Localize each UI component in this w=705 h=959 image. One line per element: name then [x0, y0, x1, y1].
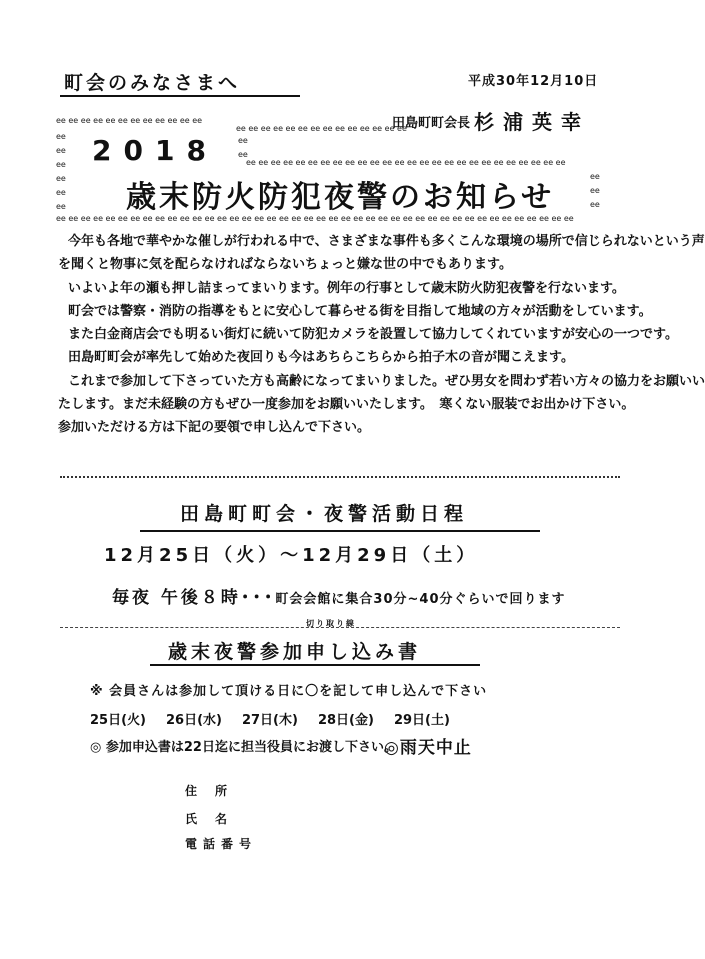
- notice-title: 歳末防火防犯夜警のお知らせ: [126, 180, 555, 215]
- day-option: 25日(火): [90, 713, 146, 728]
- schedule-dates: 12月25日（火）～12月29日（土）: [104, 545, 479, 566]
- body-line: 今年も各地で華やかな催しが行われる中で、さまざまな事件も多くこんな環境の場所で信じられないという声: [68, 234, 705, 249]
- body-line: 町会では警察・消防の指導をもとに安心して暮らせる街を目指して地域の方々が活動をしています。: [68, 303, 652, 319]
- schedule-time-main: 毎夜 午後８時･･･: [112, 588, 276, 608]
- body-line: を聞くと物事に気を配らなければならないちょっと嫌な世の中でもあります。: [58, 257, 512, 273]
- name-label: 氏名: [185, 812, 246, 826]
- cut-line: [60, 627, 620, 628]
- decorative-border: ee ee ee ee ee ee ee ee ee ee ee ee ee ee ee ee ee ee ee ee ee ee ee ee ee ee ee ee ee ee ee ee ee ee ee ee ee ee ee ee ee ee ee ee ee ee ee ee ee ee ee ee ee ee ee ee ee ee ee ee ee ee ee ee ee ee ee ee ee ee ee ee ee ee ee ee ee ee ee ee ee ee ee ee ee ee ee ee ee ee ee ee ee ee ee ee ee ee ee ee ee ee ee ee ee: [56, 116, 600, 223]
- heading-underline: [60, 95, 300, 97]
- day-option: 29日(土): [393, 713, 450, 728]
- day-option: 26日(水): [165, 713, 222, 728]
- cut-line-label: 切り取り線: [306, 619, 356, 628]
- day-option: 28日(金): [317, 713, 374, 728]
- deadline-note: ◎ 参加申込書は22日迄に担当役員にお渡し下さい。: [90, 740, 397, 755]
- phone-label: 電話番号: [185, 837, 258, 851]
- schedule-underline: [140, 530, 540, 532]
- body-line: 参加いただける方は下記の要領で申し込んで下さい。: [58, 420, 371, 436]
- body-line: これまで参加して下さっていた方も高齢になってまいりました。ぜひ男女を問わず若い方々の協力をお願いい: [68, 373, 705, 389]
- rain-cancel-note: ◎雨天中止: [384, 738, 472, 758]
- day-option: 27日(木): [241, 713, 298, 728]
- body-line: また白金商店会でも明るい街灯に続いて防犯カメラを設置して協力してくれていますが安心の一つです。: [68, 327, 678, 343]
- schedule-title: 田島町町会・夜警活動日程: [180, 503, 469, 525]
- section-divider: [60, 476, 620, 478]
- form-title: 歳末夜警参加申し込み書: [168, 641, 422, 663]
- form-title-underline: [150, 664, 480, 666]
- address-label: 住所: [185, 784, 246, 798]
- body-line: いよいよ年の瀬も押し詰まってまいります。例年の行事として歳末防火防犯夜警を行ないます。: [68, 280, 625, 296]
- schedule-time-detail: 町会会館に集合30分~40分ぐらいで回ります: [275, 592, 566, 607]
- issue-date: 平成30年12月10日: [468, 74, 599, 89]
- body-line: 田島町町会が率先して始めた夜回りも今はあちらこちらから拍子木の音が聞こえます。: [68, 350, 574, 366]
- chair-name: 杉浦英幸: [474, 110, 590, 134]
- event-year: 2018: [92, 134, 218, 167]
- body-text: [58, 230, 705, 440]
- body-line: たします。まだ未経験の方もぜひ一度参加をお願いいたします。 寒くない服装でお出かけ下さい。: [58, 397, 635, 413]
- page-heading: 町会のみなさまへ: [64, 72, 241, 94]
- form-note: ※ 会員さんは参加して頂ける日に〇を記して申し込んで下さい: [90, 684, 488, 699]
- chair-role: 田島町町会長: [392, 116, 471, 131]
- schedule-time: [112, 583, 566, 608]
- day-options: [90, 709, 450, 728]
